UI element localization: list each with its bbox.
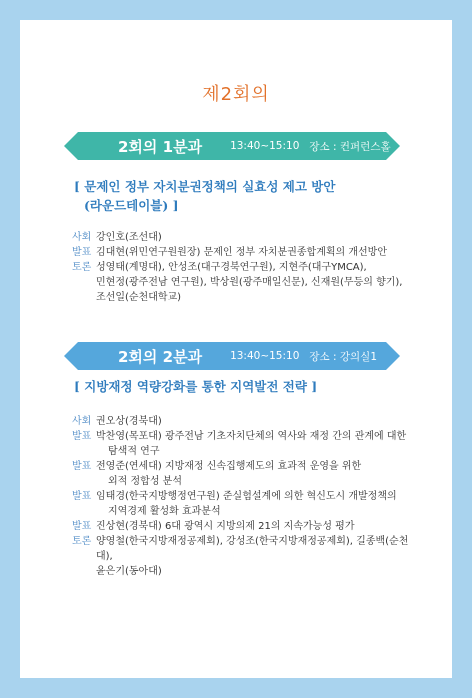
- entry-text: 조선일(순천대학교): [96, 292, 182, 303]
- role-label: 발표: [72, 247, 92, 258]
- list-item: [72, 534, 412, 564]
- list-item: [72, 459, 412, 474]
- entry-text: 양영철(한국지방재정공제회), 강성조(한국지방재정공제회), 길종백(순천대),: [96, 536, 409, 562]
- list-item: [72, 564, 412, 579]
- entry-text: 박찬영(목포대) 광주전남 기초자치단체의 역사와 재정 간의 관계에 대한: [96, 431, 407, 442]
- session-1-rows: [72, 230, 412, 305]
- session-2-name: 2회의 2분과: [118, 347, 203, 366]
- role-label: [72, 444, 96, 459]
- page-title: 제2회의: [202, 84, 270, 105]
- entry-text: 지역경제 활성화 효과분석: [108, 506, 221, 517]
- session-2-place: 장소 : 강의실1: [309, 350, 377, 363]
- role-label: 사회: [72, 232, 92, 243]
- role-label: 발표: [72, 431, 92, 442]
- entry-text: 성영태(계명대), 안성조(대구경북연구원), 지현주(대구YMCA),: [96, 262, 367, 273]
- entry-text: 김대현(위민연구원원장) 문제인 정부 자치분권종합계획의 개선방안: [96, 247, 387, 258]
- role-label: 토론: [72, 262, 92, 273]
- session-1-topic-line2: (라운드테이블) ]: [84, 198, 179, 213]
- entry-text: 임태경(한국지방행정연구원) 준실험설계에 의한 혁신도시 개발정책의: [96, 491, 397, 502]
- entry-text: 전영준(연세대) 지방재정 신속집행제도의 효과적 운영을 위한: [96, 461, 362, 472]
- list-item: [72, 429, 412, 444]
- session-1-topic-line1: [ 문제인 정부 자치분권정책의 실효성 제고 방안: [74, 179, 336, 194]
- entry-text: 권오상(경북대): [96, 416, 162, 427]
- entry-text: 윤은기(동아대): [96, 566, 162, 577]
- list-item: [72, 474, 412, 489]
- role-label: 토론: [72, 536, 92, 547]
- role-label: 발표: [72, 491, 92, 502]
- entry-text: 민현정(광주전남 연구원), 박상원(광주매일신문), 신재원(무등의 향기),: [96, 277, 403, 288]
- session-2-topic: [74, 377, 394, 396]
- list-item: [72, 260, 412, 275]
- role-label: [72, 275, 96, 290]
- session-1-place: 장소 : 컨퍼런스홀: [309, 140, 391, 153]
- session-1-topic: [74, 177, 394, 215]
- list-item: [72, 489, 412, 504]
- role-label: [72, 564, 96, 579]
- list-item: [72, 504, 412, 519]
- role-label: [72, 290, 96, 305]
- entry-text: 탐색적 연구: [108, 446, 160, 457]
- session-2-topic-line1: [ 지방재정 역량강화를 통한 지역발전 전략 ]: [74, 379, 318, 394]
- role-label: 발표: [72, 521, 92, 532]
- list-item: [72, 519, 412, 534]
- list-item: [72, 414, 412, 429]
- session-1-banner: [64, 132, 400, 160]
- session-1-time: 13:40~15:10: [230, 140, 300, 152]
- entry-text: 외적 정합성 분석: [108, 476, 182, 487]
- session-2-time: 13:40~15:10: [230, 350, 300, 362]
- program-page: [20, 20, 452, 678]
- role-label: [72, 504, 96, 519]
- list-item: [72, 444, 412, 459]
- session-2-banner: [64, 342, 400, 370]
- role-label: [72, 474, 96, 489]
- list-item: [72, 245, 412, 260]
- list-item: [72, 230, 412, 245]
- entry-text: 강인호(조선대): [96, 232, 162, 243]
- list-item: [72, 275, 412, 290]
- role-label: 발표: [72, 461, 92, 472]
- role-label: 사회: [72, 416, 92, 427]
- session-2-rows: [72, 414, 412, 579]
- session-1-name: 2회의 1분과: [118, 137, 203, 156]
- list-item: [72, 290, 412, 305]
- entry-text: 진상현(경북대) 6대 광역시 지방의제 21의 지속가능성 평가: [96, 521, 355, 532]
